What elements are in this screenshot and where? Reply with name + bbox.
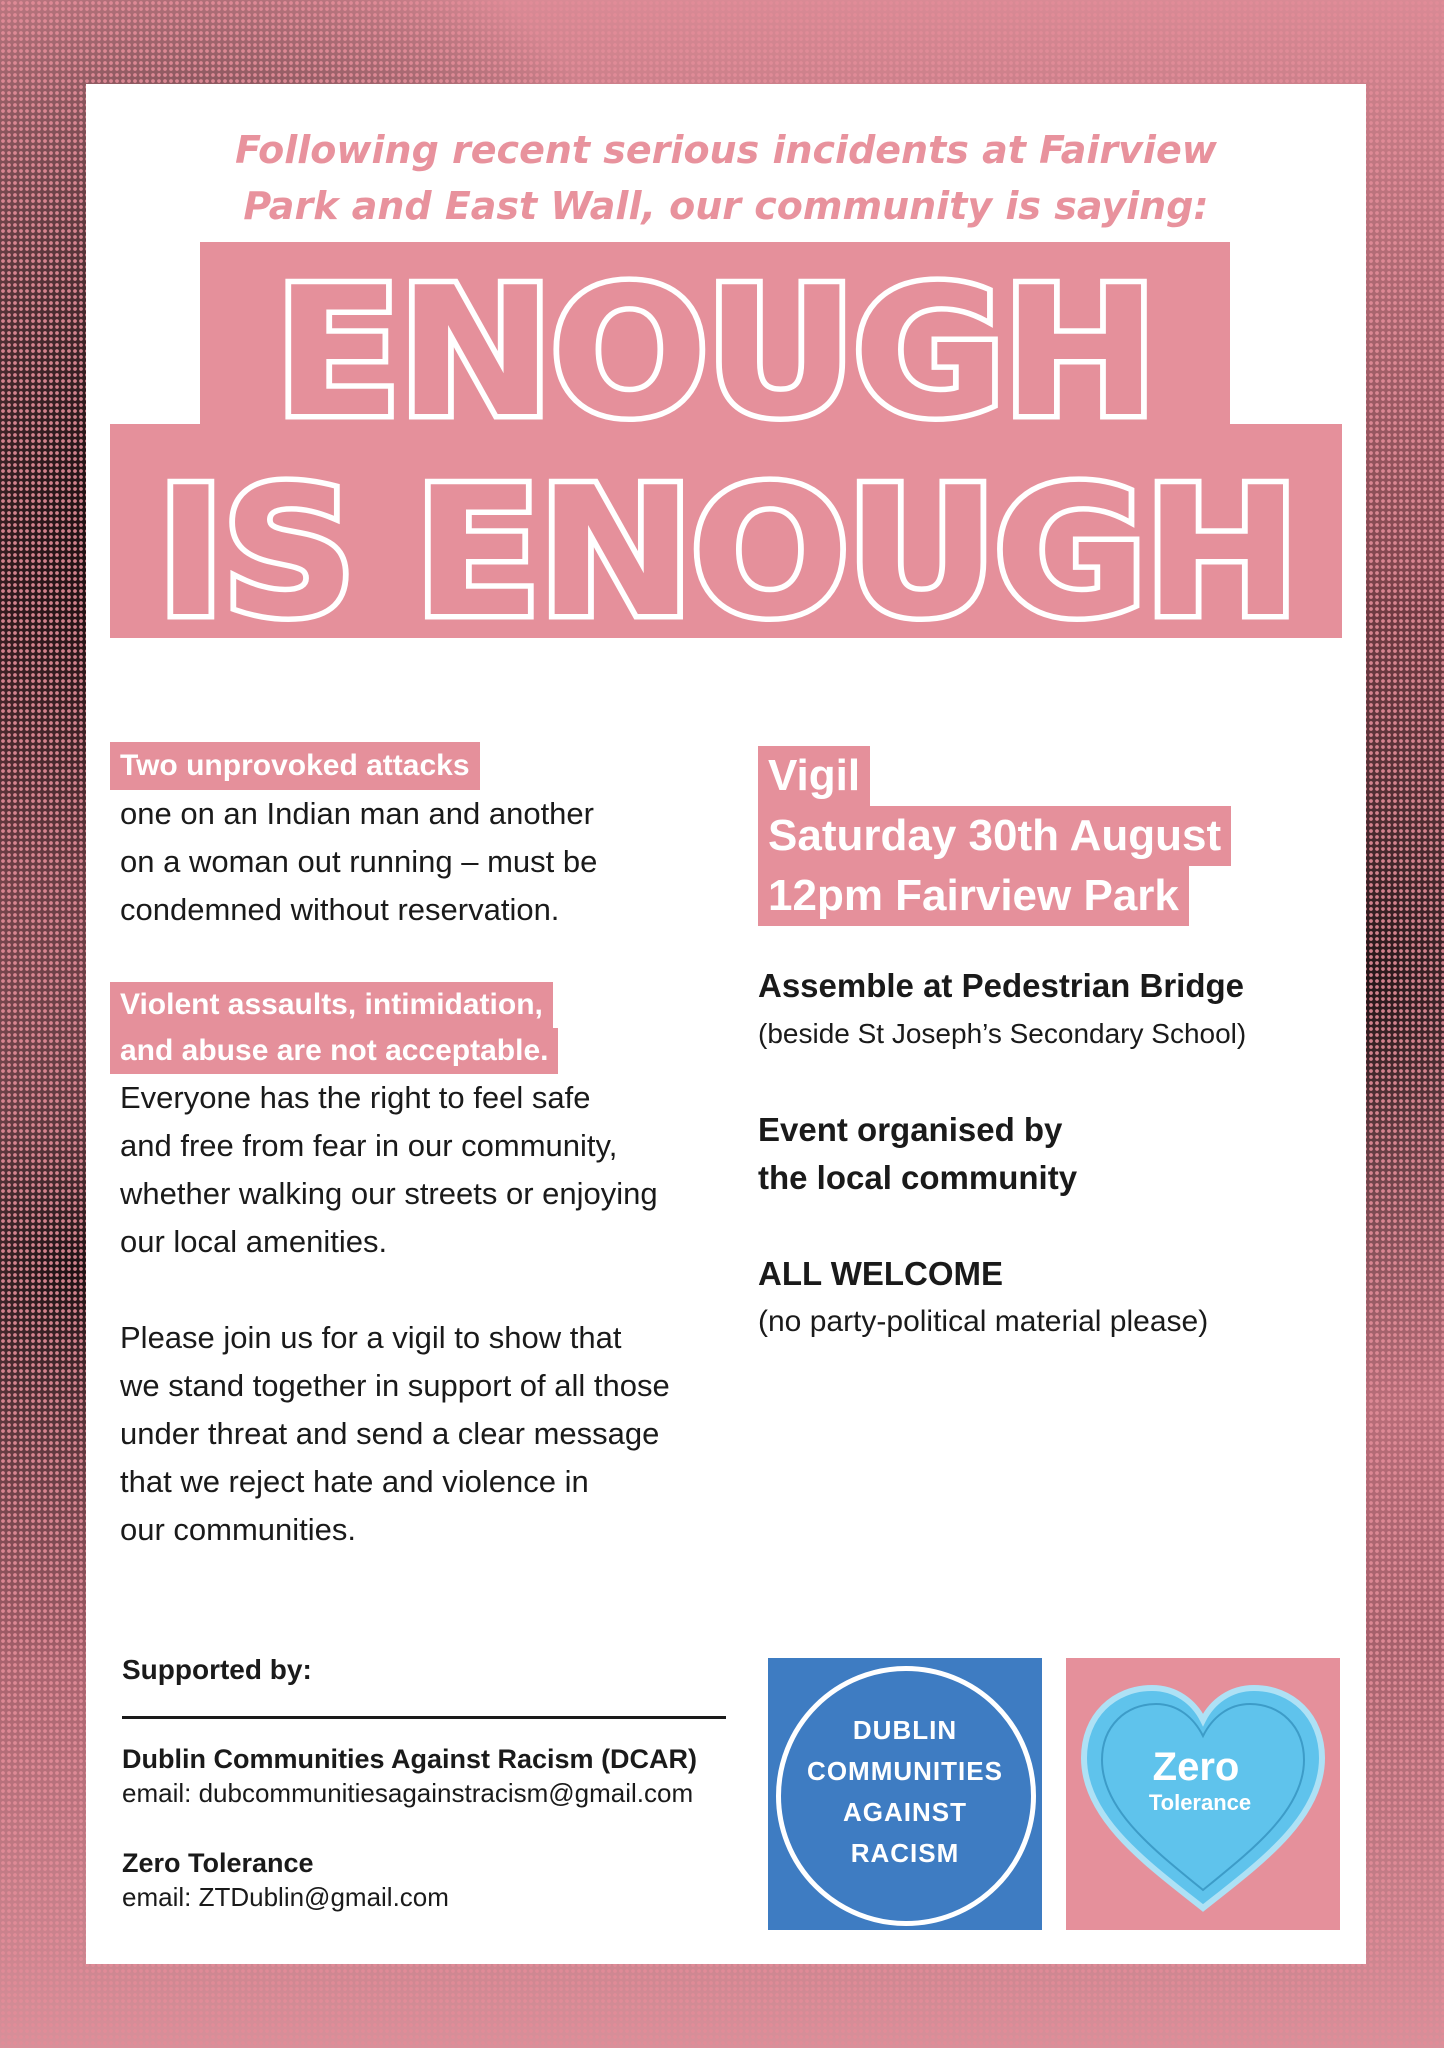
- zt-logo-word-2: Tolerance: [1148, 1790, 1252, 1815]
- poster-sheet: [86, 84, 1366, 1964]
- vigil-time-place: 12pm Fairview Park: [758, 866, 1189, 926]
- zero-tolerance-logo: [1066, 1658, 1340, 1930]
- supported-by: [122, 1654, 726, 1913]
- vigil-label: Vigil: [758, 746, 870, 806]
- text-line: and free from fear in our community,: [120, 1128, 618, 1163]
- intro-line-2: Park and East Wall, our community is saying:: [243, 184, 1209, 228]
- org-dcar-name: Dublin Communities Against Racism (DCAR): [122, 1744, 698, 1774]
- vigil-details: [758, 746, 1338, 926]
- supported-title: Supported by:: [122, 1654, 312, 1685]
- assemble-note: (beside St Joseph’s Secondary School): [758, 1018, 1247, 1049]
- intro-line-1: Following recent serious incidents at Fairview: [235, 128, 1217, 172]
- right-column: [758, 746, 1338, 1346]
- text-line: we stand together in support of all those: [120, 1368, 670, 1403]
- org-dcar-email: email: dubcommunitiesagainstracism@gmail.com: [122, 1778, 694, 1808]
- text-line: whether walking our streets or enjoying: [120, 1176, 658, 1211]
- dcar-logo-text: [768, 1710, 1042, 1874]
- dcar-logo-word: DUBLIN: [852, 1715, 958, 1745]
- dcar-logo: [768, 1658, 1042, 1930]
- text-line: condemned without reservation.: [120, 892, 560, 927]
- paragraph-attacks: [110, 790, 730, 934]
- heart-icon: [1066, 1658, 1340, 1930]
- text-line: Please join us for a vigil to show that: [120, 1320, 622, 1355]
- org-zt-email: email: ZTDublin@gmail.com: [122, 1882, 449, 1912]
- text-line: under threat and send a clear message: [120, 1416, 660, 1451]
- all-welcome: ALL WELCOME: [758, 1255, 1004, 1292]
- tag-two-attacks: Two unprovoked attacks: [110, 742, 480, 790]
- divider: [122, 1716, 726, 1719]
- paragraph-vigil-invite: [110, 1314, 730, 1554]
- dcar-logo-word: RACISM: [850, 1838, 960, 1868]
- vigil-date: Saturday 30th August: [758, 806, 1231, 866]
- dcar-logo-word: AGAINST: [843, 1797, 967, 1827]
- intro-text: [86, 122, 1366, 234]
- organiser-line-1: Event organised by: [758, 1111, 1063, 1148]
- headline: [86, 234, 1366, 674]
- zt-logo-word-1: Zero: [1152, 1745, 1240, 1789]
- headline-line-1: ENOUGH: [274, 249, 1154, 456]
- headline-line-2: IS ENOUGH: [156, 449, 1296, 656]
- welcome-note: (no party-political material please): [758, 1305, 1209, 1338]
- text-line: our local amenities.: [120, 1224, 388, 1259]
- text-line: one on an Indian man and another: [120, 796, 594, 831]
- left-column: [110, 742, 730, 1554]
- paragraph-safety: [110, 1074, 730, 1266]
- dcar-logo-word: COMMUNITIES: [807, 1756, 1003, 1786]
- text-line: that we reject hate and violence in: [120, 1464, 589, 1499]
- organiser-line-2: the local community: [758, 1159, 1078, 1196]
- assemble-point: Assemble at Pedestrian Bridge: [758, 967, 1245, 1004]
- org-zt-name: Zero Tolerance: [122, 1848, 314, 1878]
- text-line: our communities.: [120, 1512, 357, 1547]
- tag-violent-line-1: Violent assaults, intimidation,: [110, 982, 553, 1028]
- text-line: Everyone has the right to feel safe: [120, 1080, 591, 1115]
- text-line: on a woman out running – must be: [120, 844, 598, 879]
- tag-violent-line-2: and abuse are not acceptable.: [110, 1028, 558, 1074]
